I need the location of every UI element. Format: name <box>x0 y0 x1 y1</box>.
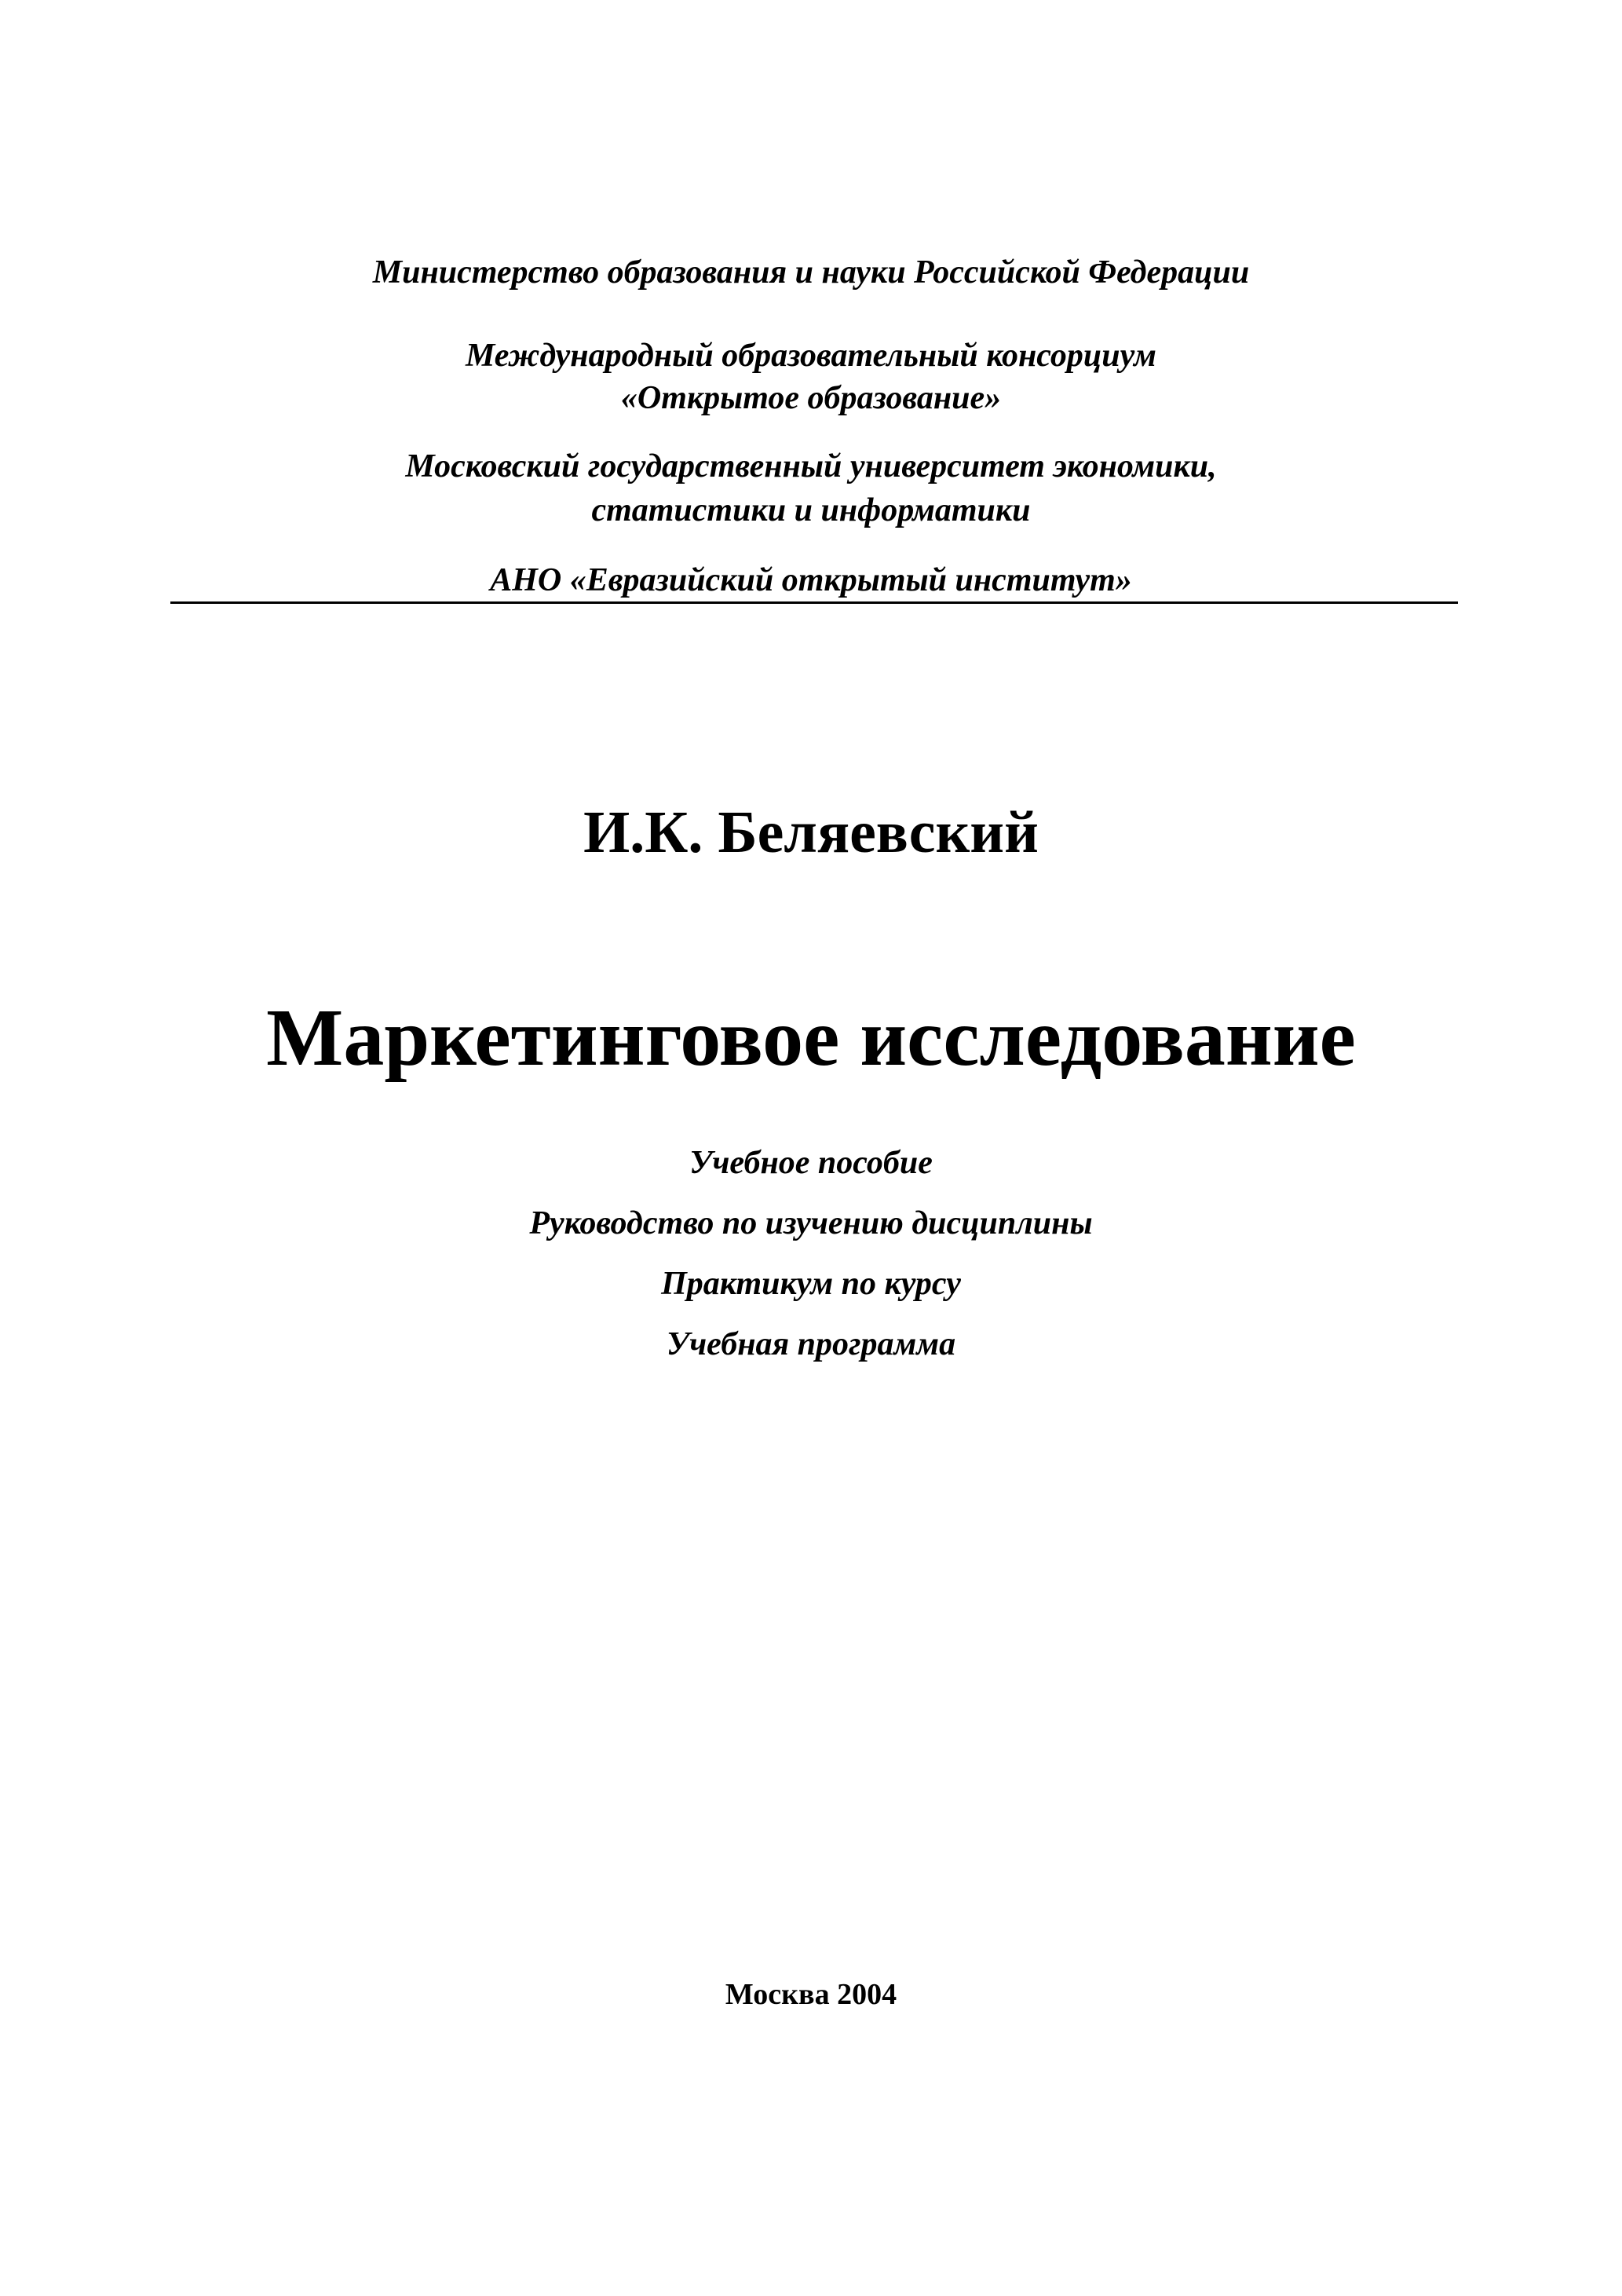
consortium-line-1: Международный образовательный консорциум <box>466 338 1156 374</box>
imprint-city-year: Москва 2004 <box>725 1978 897 2011</box>
author-name: И.К. Беляевский <box>583 799 1039 865</box>
consortium-line-2: «Открытое образование» <box>620 380 1002 416</box>
subtitle-line-4: Учебная программа <box>666 1326 956 1362</box>
university-line-1: Московский государственный университет экономики, <box>405 448 1217 484</box>
subtitle-line-3: Практикум по курсу <box>661 1266 961 1302</box>
subtitle-line-2: Руководство по изучению дисциплины <box>529 1205 1093 1241</box>
header-divider <box>170 601 1458 604</box>
university-line-2: статистики и информатики <box>591 492 1031 528</box>
institute-line: АНО «Евразийский открытый институт» <box>490 562 1132 598</box>
subtitle-line-1: Учебное пособие <box>689 1145 933 1181</box>
ministry-line: Министерство образования и науки Российской Федерации <box>372 254 1250 291</box>
book-title: Маркетинговое исследование <box>266 993 1356 1083</box>
